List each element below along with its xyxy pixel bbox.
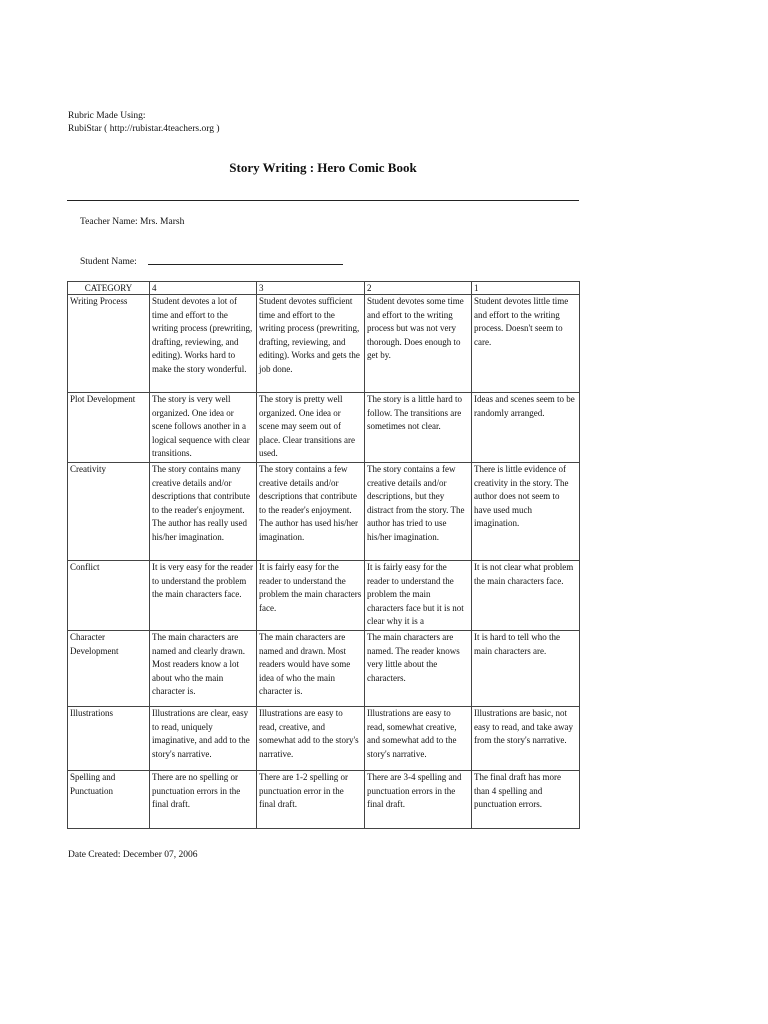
rubric-cell: The story is very well organized. One idea or scene follows another in a logical sequence with clear transitions.	[150, 393, 257, 463]
table-row	[68, 393, 580, 463]
table-row	[68, 463, 580, 561]
page-title: Story Writing : Hero Comic Book	[229, 160, 417, 175]
rubric-cell: Student devotes a lot of time and effort to the writing process (prewriting, drafting, reviewing, and editing). Works hard to make the story wonderful.	[150, 295, 257, 393]
teacher-name: Teacher Name: Mrs. Marsh	[80, 217, 185, 227]
table-row	[68, 295, 580, 393]
rubric-cell: There are no spelling or punctuation errors in the final draft.	[150, 771, 257, 829]
rubric-cell: It is fairly easy for the reader to understand the problem the main characters face.	[257, 561, 365, 631]
rubric-cell: Illustrations are basic, not easy to read, and take away from the story's narrative.	[472, 707, 580, 771]
rubric-cell: Illustrations are clear, easy to read, uniquely imaginative, and add to the story's narrative.	[150, 707, 257, 771]
column-header-category: CATEGORY	[68, 282, 150, 295]
rubric-cell: Ideas and scenes seem to be randomly arranged.	[472, 393, 580, 463]
column-header-3: 3	[257, 282, 365, 295]
rubric-cell: There are 1-2 spelling or punctuation error in the final draft.	[257, 771, 365, 829]
date-created: Date Created: December 07, 2006	[68, 850, 198, 860]
rubistar-credit: RubiStar ( http://rubistar.4teachers.org )	[68, 124, 220, 134]
table-header-row	[68, 282, 580, 295]
rubric-cell: It is not clear what problem the main characters face.	[472, 561, 580, 631]
rubric-cell: Student devotes sufficient time and effort to the writing process (prewriting, drafting, reviewing, and editing). Works and gets the job done.	[257, 295, 365, 393]
rubric-cell: Student devotes little time and effort to the writing process. Doesn't seem to care.	[472, 295, 580, 393]
rubric-cell: The story contains many creative details and/or descriptions that contribute to the reader's enjoyment. The author has really used his/her imagination.	[150, 463, 257, 561]
rubric-cell: The story is pretty well organized. One idea or scene may seem out of place. Clear transitions are used.	[257, 393, 365, 463]
category-cell: Conflict	[68, 561, 150, 631]
rubric-cell: The story contains a few creative details and/or descriptions that contribute to the reader's enjoyment. The author has used his/her imagination.	[257, 463, 365, 561]
rubric-table	[67, 281, 580, 829]
rubric-cell: The story contains a few creative details and/or descriptions, but they distract from the story. The author has tried to use his/her imagination.	[365, 463, 472, 561]
rubric-cell: It is hard to tell who the main characters are.	[472, 631, 580, 707]
rubric-cell: Student devotes some time and effort to the writing process but was not very thorough. Does enough to get by.	[365, 295, 472, 393]
student-name-label: Student Name:	[80, 257, 137, 267]
rubric-cell: Illustrations are easy to read, creative, and somewhat add to the story's narrative.	[257, 707, 365, 771]
table-row	[68, 771, 580, 829]
rubric-cell: The main characters are named and clearly drawn. Most readers know a lot about who the main character is.	[150, 631, 257, 707]
rubric-cell: It is fairly easy for the reader to understand the problem the main characters face but it is not clear why it is a	[365, 561, 472, 631]
category-cell: Writing Process	[68, 295, 150, 393]
column-header-1: 1	[472, 282, 580, 295]
category-cell: Illustrations	[68, 707, 150, 771]
rubric-cell: The story is a little hard to follow. The transitions are sometimes not clear.	[365, 393, 472, 463]
category-cell: Creativity	[68, 463, 150, 561]
column-header-4: 4	[150, 282, 257, 295]
rubric-cell: The main characters are named and drawn. Most readers would have some idea of who the main character is.	[257, 631, 365, 707]
table-row	[68, 707, 580, 771]
category-cell: Character Development	[68, 631, 150, 707]
category-cell: Spelling and Punctuation	[68, 771, 150, 829]
rubric-cell: The final draft has more than 4 spelling and punctuation errors.	[472, 771, 580, 829]
student-name-line	[148, 264, 343, 265]
rubric-cell: It is very easy for the reader to understand the problem the main characters face.	[150, 561, 257, 631]
rubric-made-using: Rubric Made Using:	[68, 111, 146, 121]
rubric-cell: There are 3-4 spelling and punctuation errors in the final draft.	[365, 771, 472, 829]
rubric-cell: Illustrations are easy to read, somewhat creative, and somewhat add to the story's narrative.	[365, 707, 472, 771]
rubric-cell: There is little evidence of creativity in the story. The author does not seem to have used much imagination.	[472, 463, 580, 561]
table-row	[68, 631, 580, 707]
category-cell: Plot Development	[68, 393, 150, 463]
title-divider	[67, 200, 579, 201]
table-row	[68, 561, 580, 631]
column-header-2: 2	[365, 282, 472, 295]
rubric-cell: The main characters are named. The reader knows very little about the characters.	[365, 631, 472, 707]
